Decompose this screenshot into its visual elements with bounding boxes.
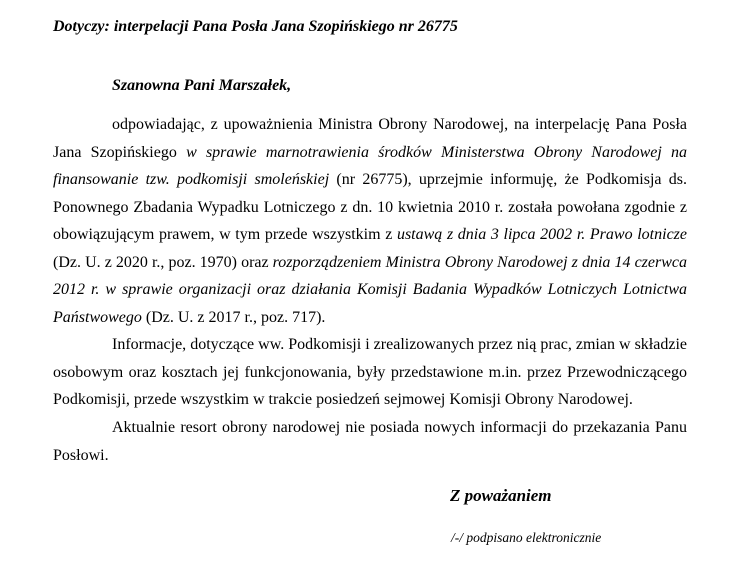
paragraph-body-2: Informacje, dotyczące ww. Podkomisji i zrealizowanych przez nią prac, zmian w składzie osobowym oraz kosztach jej funkcjonowania, były przedstawione m.in. przez Przewodniczącego Podkomisji, przede wszystkim w trakcie posiedzeń sejmowej Komisji Obrony Narodowej.	[53, 336, 687, 408]
paragraph-1-segment-regular: (Dz. U. z 2020 r., poz. 1970) oraz	[53, 253, 273, 271]
paragraph-1-segment-regular: (nr 26775), uprzejmie informuję, że Podkomisja ds. Ponownego Zbadania Wypadku Lotniczego z dn. 10 kwietnia 2010 r. została powołana zgodnie z obowiązującym prawem, w tym przede wszystkim z	[53, 171, 687, 243]
closing-phrase: Z poważaniem	[450, 486, 552, 505]
electronic-signature-note: /-/ podpisano elektronicznie	[451, 530, 602, 545]
paragraph-body-1	[53, 111, 687, 331]
paragraph-1-segment-regular: odpowiadając, z upoważnienia Ministra Obrony Narodowej, na interpelację Pana Posła Jana Szopińskiego	[53, 116, 687, 161]
paragraph-1-segment-regular: (Dz. U. z 2017 r., poz. 717).	[141, 308, 326, 326]
paragraph-1-segment-italic-citation: w sprawie marnotrawienia środków Ministerstwa Obrony Narodowej na finansowanie tzw. podkomisji smoleńskiej	[53, 143, 688, 188]
paragraph-1-segment-italic-citation: ustawą z dnia 3 lipca 2002 r. Prawo lotnicze	[396, 226, 687, 243]
paragraph-1-segment-italic-citation: rozporządzeniem Ministra Obrony Narodowej z dnia 14 czerwca 2012 r. w sprawie organizacji oraz działania Komisji Badania Wypadków Lotniczych Lotnictwa Państwowego	[53, 253, 687, 326]
salutation: Szanowna Pani Marszałek,	[112, 77, 292, 94]
subject-line: Dotyczy: interpelacji Pana Posła Jana Szopińskiego nr 26775	[53, 18, 458, 35]
paragraph-body-3: Aktualnie resort obrony narodowej nie posiada nowych informacji do przekazania Panu Posłowi.	[53, 419, 687, 464]
